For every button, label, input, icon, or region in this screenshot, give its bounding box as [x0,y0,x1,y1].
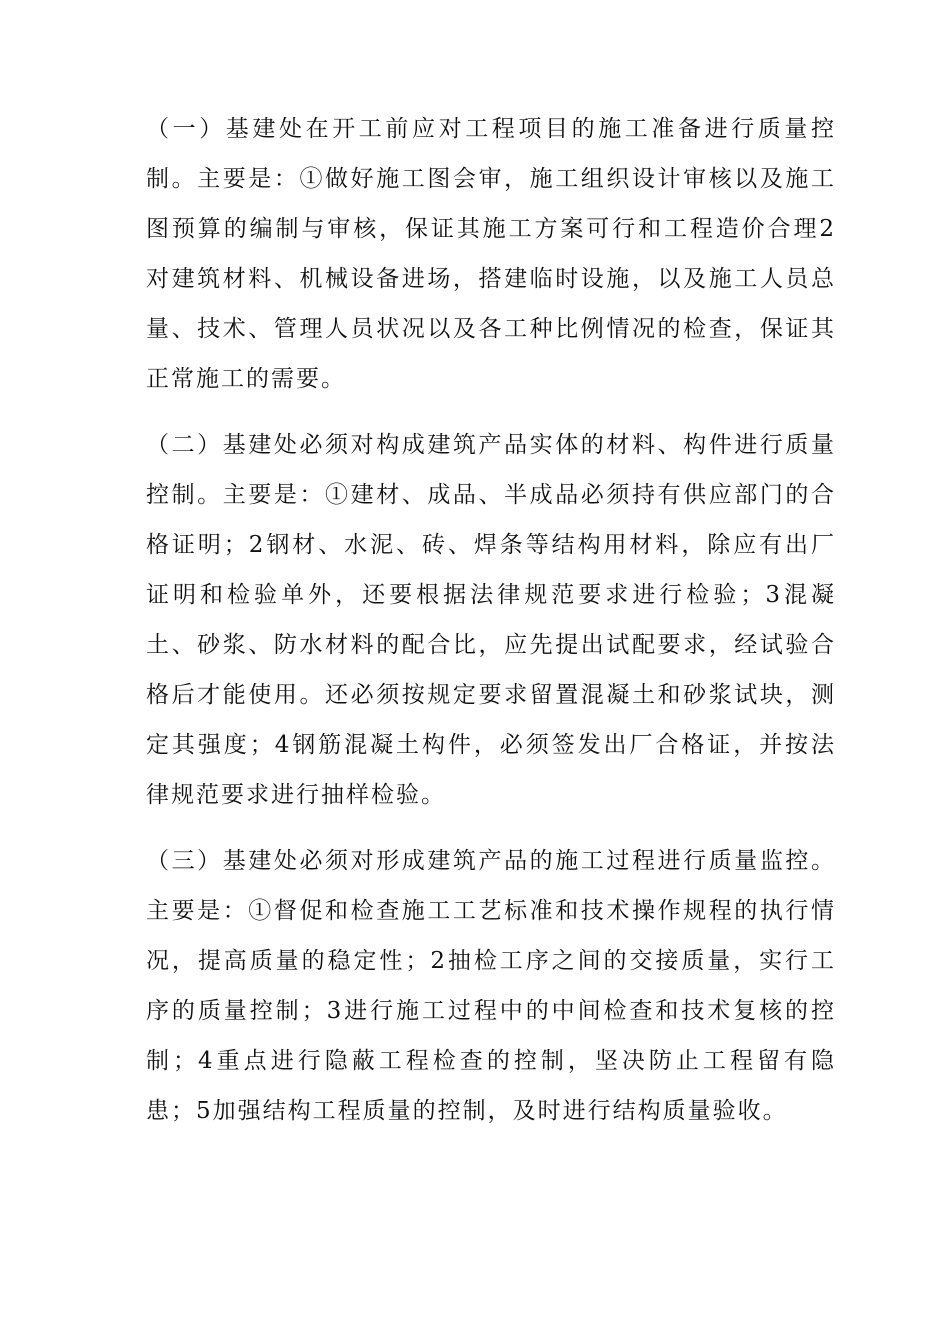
paragraph-construction-preparation: （一）基建处在开工前应对工程项目的施工准备进行质量控制。主要是：①做好施工图会审，施工组织设计审核以及施工图预算的编制与审核，保证其施工方案可行和工程造价合理2对建筑材料、机械设备进场，搭建临时设施，以及施工人员总量、技术、管理人员状况以及各工种比例情况的检查，保证其正常施工的需要。 [146,116,836,392]
paragraph-material-control: （二）基建处必须对构成建筑产品实体的材料、构件进行质量控制。主要是：①建材、成品、半成品必须持有供应部门的合格证明；2钢材、水泥、砖、焊条等结构用材料，除应有出厂证明和检验单外，还要根据法律规范要求进行检验；3混凝土、砂浆、防水材料的配合比，应先提出试配要求，经试验合格后才能使用。还必须按规定要求留置混凝土和砂浆试块，测定其强度；4钢筋混凝土构件，必须签发出厂合格证，并按法律规范要求进行抽样检验。 [146,432,836,808]
document-body [146,104,836,1136]
paragraph-process-monitoring: （三）基建处必须对形成建筑产品的施工过程进行质量监控。主要是：①督促和检查施工工艺标准和技术操作规程的执行情况，提高质量的稳定性；2抽检工序之间的交接质量，实行工序的质量控制；3进行施工过程中的中间检查和技术复核的控制；4重点进行隐蔽工程检查的控制，坚决防止工程留有隐患；5加强结构工程质量的控制，及时进行结构质量验收。 [146,848,836,1124]
